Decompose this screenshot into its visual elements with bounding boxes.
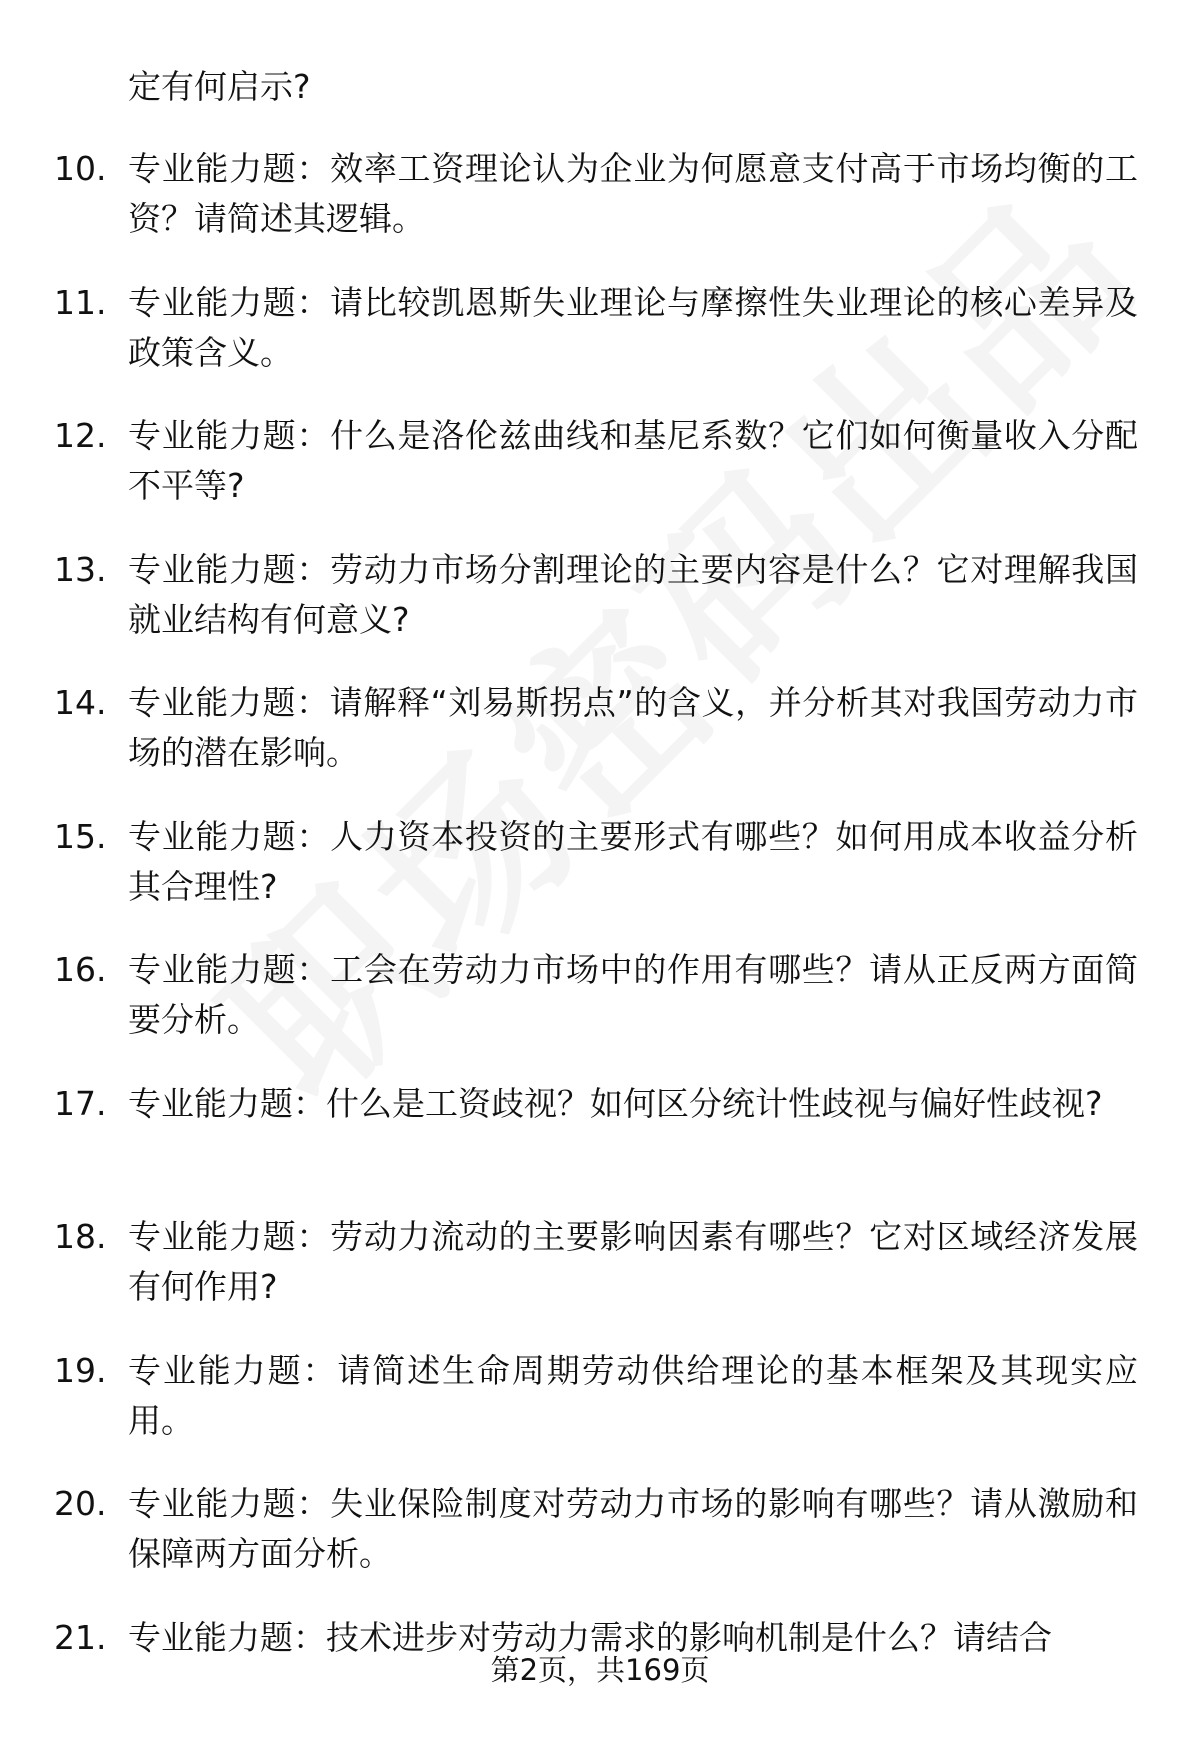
question-number: 19. bbox=[54, 1350, 107, 1390]
question-number: 17. bbox=[54, 1083, 107, 1123]
question-item-12 bbox=[0, 400, 1200, 534]
continuation-text: 定有何启示? bbox=[128, 67, 311, 106]
question-text: 专业能力题：请简述生命周期劳动供给理论的基本框架及其现实应用。 bbox=[128, 1350, 1138, 1440]
question-item-14 bbox=[0, 667, 1200, 801]
question-item-10 bbox=[0, 133, 1200, 267]
question-item-16 bbox=[0, 934, 1200, 1068]
question-text: 专业能力题：请比较凯恩斯失业理论与摩擦性失业理论的核心差异及政策含义。 bbox=[128, 282, 1138, 372]
question-number: 16. bbox=[54, 950, 107, 989]
question-number: 13. bbox=[54, 549, 107, 589]
question-item-13 bbox=[0, 534, 1200, 668]
question-text: 专业能力题：请解释“刘易斯拐点”的含义，并分析其对我国劳动力市场的潜在影响。 bbox=[128, 683, 1138, 772]
question-item-20 bbox=[0, 1468, 1200, 1602]
question-text: 专业能力题：效率工资理论认为企业为何愿意支付高于市场均衡的工资？请简述其逻辑。 bbox=[128, 149, 1138, 238]
question-list bbox=[0, 133, 1200, 1735]
question-text: 专业能力题：什么是洛伦兹曲线和基尼系数？它们如何衡量收入分配不平等? bbox=[128, 416, 1138, 505]
question-number: 10. bbox=[54, 149, 107, 188]
page-footer: 第2页，共169页 bbox=[490, 1653, 710, 1687]
question-number: 20. bbox=[54, 1484, 107, 1523]
question-text: 专业能力题：技术进步对劳动力需求的影响机制是什么？请结合 bbox=[128, 1617, 1052, 1657]
question-item-11 bbox=[0, 267, 1200, 401]
question-item-19 bbox=[0, 1335, 1200, 1469]
question-text: 专业能力题：劳动力流动的主要影响因素有哪些？它对区域经济发展有何作用? bbox=[128, 1217, 1138, 1306]
question-item-15 bbox=[0, 801, 1200, 935]
question-text: 专业能力题：人力资本投资的主要形式有哪些？如何用成本收益分析其合理性? bbox=[128, 816, 1138, 906]
question-number: 18. bbox=[54, 1217, 107, 1256]
question-text: 专业能力题：劳动力市场分割理论的主要内容是什么？它对理解我国就业结构有何意义? bbox=[128, 549, 1138, 639]
question-number: 21. bbox=[54, 1617, 107, 1657]
question-number: 12. bbox=[54, 416, 107, 455]
question-text: 专业能力题：工会在劳动力市场中的作用有哪些？请从正反两方面简要分析。 bbox=[128, 950, 1138, 1039]
question-number: 11. bbox=[54, 282, 107, 322]
question-text: 专业能力题：失业保险制度对劳动力市场的影响有哪些？请从激励和保障两方面分析。 bbox=[128, 1484, 1138, 1573]
question-number: 14. bbox=[54, 683, 107, 722]
question-text: 专业能力题：什么是工资歧视？如何区分统计性歧视与偏好性歧视? bbox=[128, 1083, 1103, 1123]
question-item-17 bbox=[0, 1068, 1200, 1202]
question-item-18 bbox=[0, 1201, 1200, 1335]
question-number: 15. bbox=[54, 816, 107, 856]
